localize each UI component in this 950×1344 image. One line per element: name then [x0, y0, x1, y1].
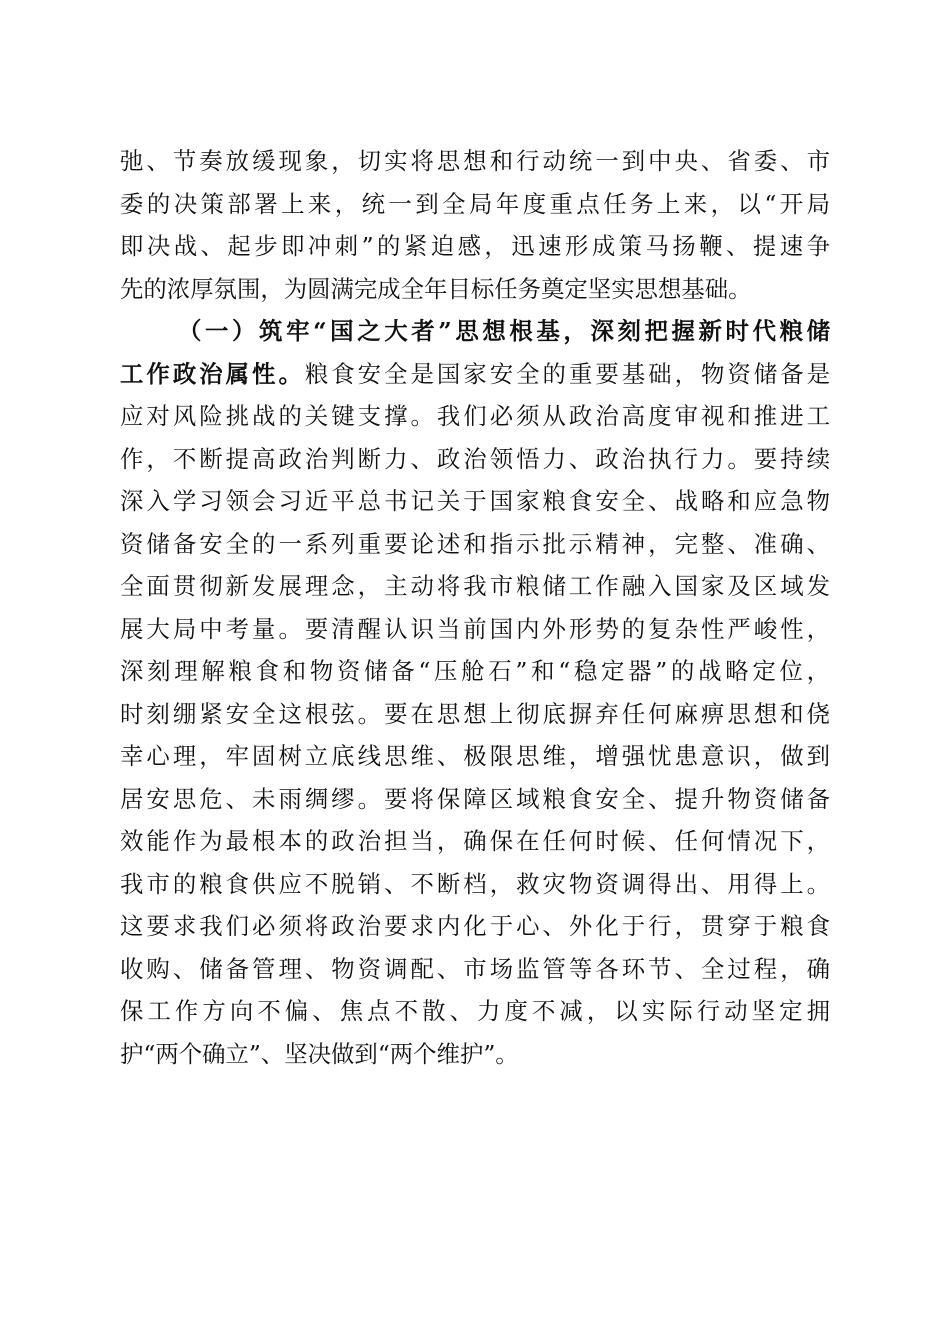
section-heading-continuation: [120, 353, 830, 396]
section-heading: （一）筑牢“国之大者”思想根基，深刻把握新时代粮储: [178, 317, 830, 345]
section-heading-end: 工作政治属性。: [120, 359, 305, 388]
paragraph-line: 展大局中考量。要清醒认识当前国内外形势的复杂性严峻性，: [120, 614, 830, 643]
paragraph-line: 护“两个确立”、坚决做到“两个维护”。: [120, 1039, 519, 1068]
paragraph-line: 效能作为最根本的政治担当，确保在任何时候、任何情况下，: [120, 827, 830, 855]
paragraph-line: 弛、节奏放缓现象，切实将思想和行动统一到中央、省委、市: [120, 147, 830, 175]
paragraph-line: 作，不断提高政治判断力、政治领悟力、政治执行力。要持续: [120, 444, 830, 473]
paragraph-line: 幸心理，牢固树立底线思维、极限思维，增强忧患意识，做到: [120, 742, 830, 770]
paragraph-line: 先的浓厚氛围，为圆满完成全年目标任务奠定坚实思想基础。: [120, 274, 752, 303]
paragraph-line: 我市的粮食供应不脱销、不断档，救灾物资调得出、用得上。: [120, 869, 830, 898]
paragraph-line: 深刻理解粮食和物资储备“压舱石”和“稳定器”的战略定位，: [120, 657, 830, 685]
paragraph-line: 保工作方向不偏、焦点不散、力度不减，以实际行动坚定拥: [120, 997, 830, 1025]
paragraph-line: 居安思危、未雨绸缪。要将保障区域粮食安全、提升物资储备: [120, 784, 830, 813]
paragraph-line: 委的决策部署上来，统一到全局年度重点任务上来，以“开局: [120, 189, 830, 218]
paragraph-line: 即决战、起步即冲刺”的紧迫感，迅速形成策马扬鞭、提速争: [120, 232, 830, 260]
paragraph-line: 深入学习领会习近平总书记关于国家粮食安全、战略和应急物: [120, 487, 830, 515]
paragraph-text: 粮食安全是国家安全的重要基础，物资储备是: [304, 359, 831, 388]
paragraph-line: 应对风险挑战的关键支撑。我们必须从政治高度审视和推进工: [120, 402, 830, 430]
document-body: [120, 140, 830, 1075]
paragraph-line: 收购、储备管理、物资调配、市场监管等各环节、全过程，确: [120, 954, 830, 983]
paragraph-line: 全面贯彻新发展理念，主动将我市粮储工作融入国家及区域发: [120, 572, 830, 600]
paragraph-line: 时刻绷紧安全这根弦。要在思想上彻底摒弃任何麻痹思想和侥: [120, 699, 830, 728]
paragraph-line: 这要求我们必须将政治要求内化于心、外化于行，贯穿于粮食: [120, 912, 830, 940]
paragraph-line: 资储备安全的一系列重要论述和指示批示精神，完整、准确、: [120, 529, 830, 558]
